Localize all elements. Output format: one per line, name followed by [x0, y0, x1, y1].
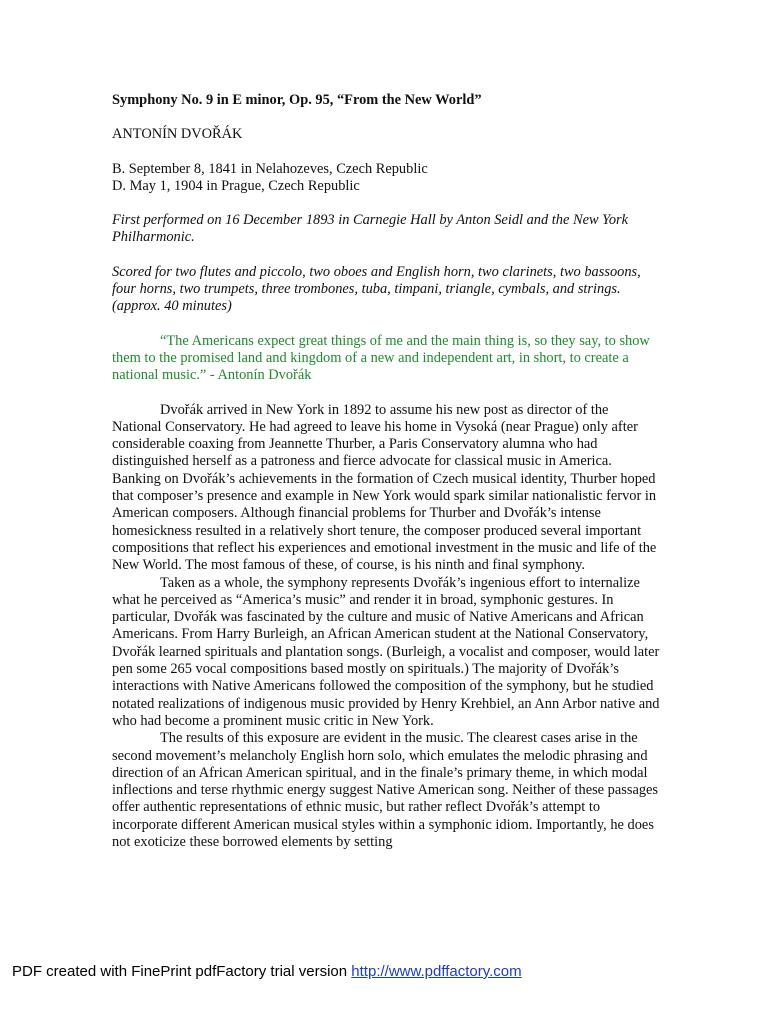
body-paragraph: Taken as a whole, the symphony represents Dvořák’s ingenious effort to internalize what he perceived as “America’s music” and render it in broad, symphonic gestures. In particular, Dvořák was fascinated by the culture and music of Native Americans and African Americans. From Harry Burleigh, an African American student at the National Conservatory, Dvořák learned spirituals and plantation songs. (Burleigh, a vocalist and composer, would later pen some 265 vocal compositions based mostly on spirituals.) The majority of Dvořák’s interactions with Native Americans followed the composition of the symphony, but he studied notated realizations of indigenous music provided by Henry Krehbiel, an Ann Arbor native and who had become a prominent music critic in New York. — [112, 574, 660, 729]
dvorak-quote: “The Americans expect great things of me and the main thing is, so they say, to show them to the promised land and kingdom of a new and independent art, in short, to create a national music.” - Antonín Dvořák — [112, 332, 650, 384]
body-paragraph: Dvořák arrived in New York in 1892 to assume his new post as director of the National Conservatory. He had agreed to leave his home in Vysoká (near Prague) only after considerable coaxing from Jeannette Thurber, a Paris Conservatory alumna who had distinguished herself as a patroness and fierce advocate for classical music in America. Banking on Dvořák’s achievements in the formation of Czech musical identity, Thurber hoped that composer’s presence and example in New York would spark similar nationalistic fervor in American composers. Although financial problems for Thurber and Dvořák’s intense homesickness resulted in a relatively short tenure, the composer produced several important compositions that reflect his experiences and emotional investment in the music and life of the New World. The most famous of these, of course, is his ninth and final symphony. — [112, 401, 657, 574]
document-body — [112, 92, 660, 851]
pdf-footer — [12, 962, 522, 982]
footer-text: PDF created with FinePrint pdfFactory trial version — [12, 963, 352, 980]
pdffactory-link[interactable]: http://www.pdffactory.com — [351, 963, 522, 980]
composer-name: ANTONÍN DVOŘÁK — [112, 126, 243, 143]
document-title: Symphony No. 9 in E minor, Op. 95, “From the New World” — [112, 92, 482, 108]
birth-date: B. September 8, 1841 in Nelahozeves, Czech Republic — [112, 160, 428, 177]
body-paragraph: The results of this exposure are evident in the music. The clearest cases arise in the second movement’s melancholy English horn solo, which emulates the melodic phrasing and direction of an African American spiritual, and in the finale’s primary theme, in which modal inflections and terse rhythmic energy suggest Native American song. Neither of these passages offer authentic representations of ethnic music, but rather reflect Dvořák’s attempt to incorporate different American musical styles within a symphonic idiom. Importantly, he does not exoticize these borrowed elements by setting — [112, 730, 659, 850]
premiere-info: First performed on 16 December 1893 in Carnegie Hall by Anton Seidl and the New York Philharmonic. — [112, 212, 629, 246]
death-date: D. May 1, 1904 in Prague, Czech Republic — [112, 177, 360, 194]
composer-dates — [112, 161, 660, 196]
scoring-info: Scored for two flutes and piccolo, two oboes and English horn, two clarinets, two bassoons, four horns, two trumpets, three trombones, tuba, timpani, triangle, cymbals, and strings. (approx. 40 minutes) — [112, 263, 641, 315]
